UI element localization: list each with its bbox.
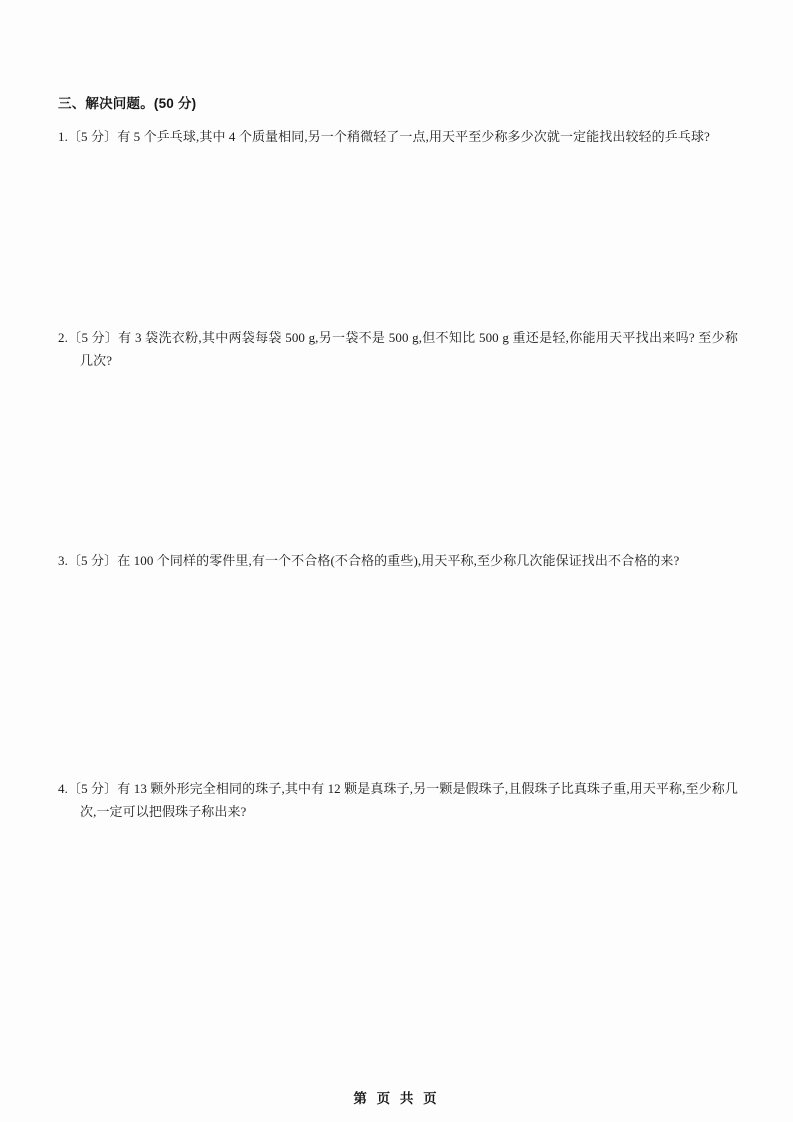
problem-item <box>58 327 738 551</box>
problem-3-text: 3.〔5 分〕在 100 个同样的零件里,有一个不合格(不合格的重些),用天平称,至少称几次能保证找出不合格的来? <box>58 553 680 569</box>
problem-1-text: 1.〔5 分〕有 5 个乒乓球,其中 4 个质量相同,另一个稍微轻了一点,用天平至少称多少次就一定能找出较轻的乒乓球? <box>58 129 710 144</box>
page-footer: 第 页 共 页 <box>353 1091 440 1106</box>
answer-space-1[interactable] <box>58 149 738 327</box>
problem-2-text: 2.〔5 分〕有 3 袋洗衣粉,其中两袋每袋 500 g,另一袋不是 500 g,但不知比 500 g 重还是轻,你能用天平找出来吗? 至少称几次? <box>58 329 738 368</box>
problem-item <box>58 126 738 327</box>
problem-item <box>58 550 738 778</box>
section-heading: 三、解决问题。(50 分) <box>58 96 197 111</box>
page-content <box>58 92 738 884</box>
answer-space-3[interactable] <box>58 573 738 778</box>
problem-4-text: 4.〔5 分〕有 13 颗外形完全相同的珠子,其中有 12 颗是真珠子,另一颗是假珠子,且假珠子比真珠子重,用天平称,至少称几次,一定可以把假珠子称出来? <box>58 781 738 819</box>
problem-item <box>58 778 738 884</box>
answer-space-4[interactable] <box>58 824 738 884</box>
answer-space-2[interactable] <box>58 372 738 550</box>
